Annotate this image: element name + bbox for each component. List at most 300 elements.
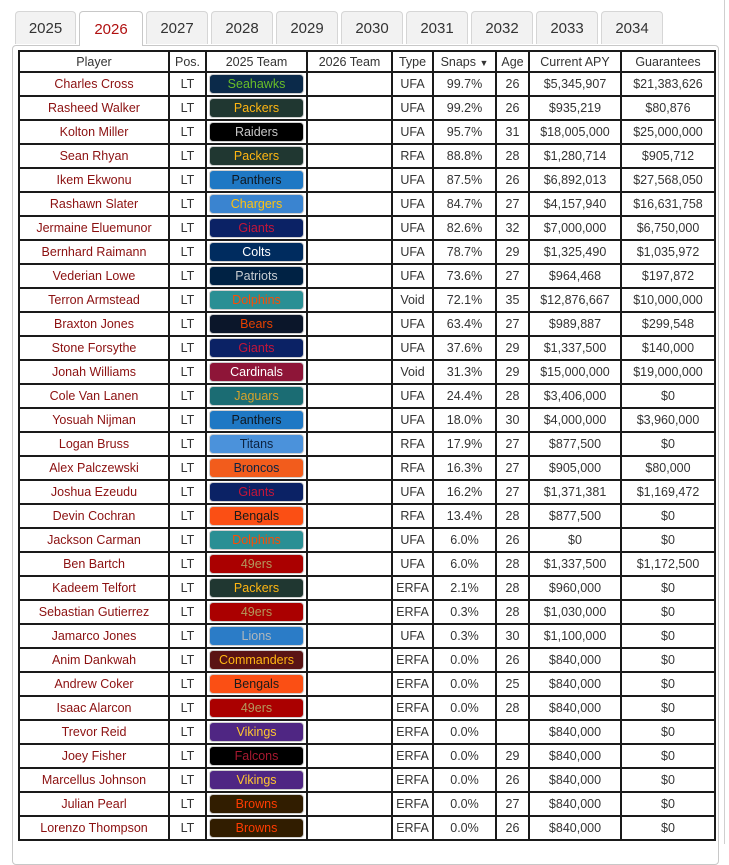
cell-apy: $3,406,000: [529, 384, 621, 408]
cell-guarantees: $0: [621, 648, 715, 672]
cell-team2026: [307, 120, 392, 144]
cell-player[interactable]: Jermaine Eluemunor: [19, 216, 169, 240]
cell-age: 29: [496, 336, 529, 360]
cell-player[interactable]: Rasheed Walker: [19, 96, 169, 120]
cell-team2025: [206, 360, 307, 384]
cell-player[interactable]: Sebastian Gutierrez: [19, 600, 169, 624]
cell-pos: LT: [169, 408, 206, 432]
cell-type: UFA: [392, 120, 433, 144]
tab-2030[interactable]: 2030: [341, 11, 403, 44]
table-row: [19, 528, 715, 552]
table-row: [19, 624, 715, 648]
cell-age: 30: [496, 624, 529, 648]
cell-type: UFA: [392, 192, 433, 216]
cell-guarantees: $0: [621, 696, 715, 720]
cell-snaps: 0.0%: [433, 744, 496, 768]
cell-guarantees: $0: [621, 816, 715, 840]
cell-team2025: [206, 216, 307, 240]
tab-2026[interactable]: 2026: [79, 11, 143, 46]
cell-apy: $840,000: [529, 720, 621, 744]
cell-team2026: [307, 696, 392, 720]
cell-age: 26: [496, 648, 529, 672]
cell-age: 26: [496, 768, 529, 792]
cell-guarantees: $21,383,626: [621, 72, 715, 96]
cell-team2025: [206, 768, 307, 792]
cell-player[interactable]: Joshua Ezeudu: [19, 480, 169, 504]
cell-apy: $4,157,940: [529, 192, 621, 216]
team-badge: Giants: [209, 218, 304, 238]
team-badge: 49ers: [209, 698, 304, 718]
table-row: [19, 336, 715, 360]
cell-apy: $7,000,000: [529, 216, 621, 240]
team-badge: Titans: [209, 434, 304, 454]
cell-age: 27: [496, 192, 529, 216]
cell-pos: LT: [169, 528, 206, 552]
table-row: [19, 792, 715, 816]
cell-pos: LT: [169, 432, 206, 456]
cell-age: 26: [496, 72, 529, 96]
cell-type: UFA: [392, 72, 433, 96]
cell-guarantees: $0: [621, 720, 715, 744]
cell-snaps: 16.3%: [433, 456, 496, 480]
cell-player[interactable]: Stone Forsythe: [19, 336, 169, 360]
cell-team2025: [206, 408, 307, 432]
cell-player[interactable]: Cole Van Lanen: [19, 384, 169, 408]
cell-team2026: [307, 792, 392, 816]
cell-type: UFA: [392, 312, 433, 336]
cell-snaps: 82.6%: [433, 216, 496, 240]
table-row: [19, 744, 715, 768]
cell-team2025: [206, 480, 307, 504]
cell-pos: LT: [169, 816, 206, 840]
table-row: [19, 240, 715, 264]
cell-team2025: [206, 720, 307, 744]
cell-guarantees: $197,872: [621, 264, 715, 288]
cell-team2026: [307, 240, 392, 264]
cell-apy: $5,345,907: [529, 72, 621, 96]
cell-snaps: 6.0%: [433, 528, 496, 552]
cell-team2026: [307, 456, 392, 480]
table-row: [19, 120, 715, 144]
cell-snaps: 88.8%: [433, 144, 496, 168]
cell-apy: $877,500: [529, 432, 621, 456]
col-player-header[interactable]: Player: [19, 51, 169, 72]
table-row: [19, 768, 715, 792]
table-row: [19, 552, 715, 576]
col-type-header[interactable]: Type: [392, 51, 433, 72]
table-row: [19, 576, 715, 600]
team-badge: Browns: [209, 818, 304, 838]
cell-type: ERFA: [392, 816, 433, 840]
cell-apy: $989,887: [529, 312, 621, 336]
team-badge: 49ers: [209, 554, 304, 574]
cell-type: UFA: [392, 264, 433, 288]
cell-team2026: [307, 552, 392, 576]
table-row: [19, 672, 715, 696]
cell-snaps: 0.0%: [433, 696, 496, 720]
tab-2027[interactable]: 2027: [146, 11, 208, 44]
cell-player[interactable]: Alex Palczewski: [19, 456, 169, 480]
cell-player[interactable]: Sean Rhyan: [19, 144, 169, 168]
cell-player[interactable]: Julian Pearl: [19, 792, 169, 816]
cell-apy: $18,005,000: [529, 120, 621, 144]
cell-team2025: [206, 192, 307, 216]
cell-team2026: [307, 648, 392, 672]
cell-apy: $12,876,667: [529, 288, 621, 312]
cell-guarantees: $19,000,000: [621, 360, 715, 384]
cell-player[interactable]: Vederian Lowe: [19, 264, 169, 288]
cell-pos: LT: [169, 672, 206, 696]
cell-player[interactable]: Braxton Jones: [19, 312, 169, 336]
cell-apy: $840,000: [529, 672, 621, 696]
cell-type: UFA: [392, 96, 433, 120]
cell-apy: $0: [529, 528, 621, 552]
col-2025-team-header[interactable]: 2025 Team: [206, 51, 307, 72]
cell-guarantees: $1,172,500: [621, 552, 715, 576]
cell-player[interactable]: Isaac Alarcon: [19, 696, 169, 720]
cell-apy: $1,371,381: [529, 480, 621, 504]
cell-snaps: 0.3%: [433, 624, 496, 648]
cell-team2025: [206, 384, 307, 408]
cell-type: ERFA: [392, 720, 433, 744]
cell-age: 28: [496, 600, 529, 624]
cell-apy: $1,325,490: [529, 240, 621, 264]
cell-type: ERFA: [392, 696, 433, 720]
cell-snaps: 2.1%: [433, 576, 496, 600]
cell-age: 31: [496, 120, 529, 144]
cell-pos: LT: [169, 456, 206, 480]
cell-guarantees: $0: [621, 624, 715, 648]
cell-pos: LT: [169, 240, 206, 264]
tab-2033[interactable]: 2033: [536, 11, 598, 44]
cell-snaps: 95.7%: [433, 120, 496, 144]
table-row: [19, 816, 715, 840]
cell-guarantees: $1,169,472: [621, 480, 715, 504]
cell-team2026: [307, 744, 392, 768]
cell-age: 27: [496, 792, 529, 816]
cell-player[interactable]: Kadeem Telfort: [19, 576, 169, 600]
cell-age: 30: [496, 408, 529, 432]
cell-age: 27: [496, 312, 529, 336]
cell-team2025: [206, 816, 307, 840]
cell-snaps: 0.3%: [433, 600, 496, 624]
cell-apy: $840,000: [529, 696, 621, 720]
cell-snaps: 17.9%: [433, 432, 496, 456]
cell-age: 27: [496, 432, 529, 456]
tab-2032[interactable]: 2032: [471, 11, 533, 44]
cell-player[interactable]: Kolton Miller: [19, 120, 169, 144]
cell-team2026: [307, 504, 392, 528]
table-row: [19, 96, 715, 120]
cell-pos: LT: [169, 696, 206, 720]
cell-guarantees: $1,035,972: [621, 240, 715, 264]
cell-age: 27: [496, 264, 529, 288]
cell-team2025: [206, 744, 307, 768]
cell-type: RFA: [392, 504, 433, 528]
table-header: [19, 51, 715, 72]
cell-guarantees: $6,750,000: [621, 216, 715, 240]
cell-pos: LT: [169, 216, 206, 240]
cell-snaps: 84.7%: [433, 192, 496, 216]
cell-team2026: [307, 816, 392, 840]
table-row: [19, 72, 715, 96]
cell-player[interactable]: Lorenzo Thompson: [19, 816, 169, 840]
cell-team2026: [307, 576, 392, 600]
team-badge: Dolphins: [209, 530, 304, 550]
team-badge: Cardinals: [209, 362, 304, 382]
team-badge: Giants: [209, 482, 304, 502]
cell-team2026: [307, 288, 392, 312]
cell-player[interactable]: Charles Cross: [19, 72, 169, 96]
cell-player[interactable]: Trevor Reid: [19, 720, 169, 744]
cell-type: UFA: [392, 240, 433, 264]
cell-pos: LT: [169, 312, 206, 336]
cell-snaps: 0.0%: [433, 648, 496, 672]
cell-team2025: [206, 552, 307, 576]
table-row: [19, 720, 715, 744]
col-age-header[interactable]: Age: [496, 51, 529, 72]
team-badge: Seahawks: [209, 74, 304, 94]
caret-down-icon: ▼: [479, 57, 489, 68]
cell-snaps: 0.0%: [433, 792, 496, 816]
cell-guarantees: $905,712: [621, 144, 715, 168]
table-row: [19, 312, 715, 336]
cell-snaps: 13.4%: [433, 504, 496, 528]
col-2026-team-header[interactable]: 2026 Team: [307, 51, 392, 72]
cell-team2026: [307, 216, 392, 240]
cell-player[interactable]: Devin Cochran: [19, 504, 169, 528]
team-badge: Falcons: [209, 746, 304, 766]
cell-type: ERFA: [392, 600, 433, 624]
table-row: [19, 264, 715, 288]
cell-pos: LT: [169, 120, 206, 144]
cell-snaps: 73.6%: [433, 264, 496, 288]
cell-apy: $840,000: [529, 816, 621, 840]
team-badge: Raiders: [209, 122, 304, 142]
cell-type: UFA: [392, 552, 433, 576]
cell-pos: LT: [169, 480, 206, 504]
table-row: [19, 216, 715, 240]
cell-team2026: [307, 408, 392, 432]
cell-snaps: 16.2%: [433, 480, 496, 504]
cell-guarantees: $299,548: [621, 312, 715, 336]
cell-team2026: [307, 264, 392, 288]
tab-2028[interactable]: 2028: [211, 11, 273, 44]
cell-team2026: [307, 432, 392, 456]
cell-team2025: [206, 624, 307, 648]
table-row: [19, 600, 715, 624]
table-row: [19, 384, 715, 408]
cell-player[interactable]: Terron Armstead: [19, 288, 169, 312]
cell-team2026: [307, 192, 392, 216]
cell-team2025: [206, 312, 307, 336]
cell-guarantees: $80,000: [621, 456, 715, 480]
team-badge: Bears: [209, 314, 304, 334]
cell-pos: LT: [169, 744, 206, 768]
cell-age: 26: [496, 168, 529, 192]
cell-snaps: 0.0%: [433, 720, 496, 744]
cell-apy: $1,030,000: [529, 600, 621, 624]
cell-team2026: [307, 528, 392, 552]
cell-player[interactable]: Bernhard Raimann: [19, 240, 169, 264]
cell-team2026: [307, 624, 392, 648]
cell-pos: LT: [169, 96, 206, 120]
cell-pos: LT: [169, 144, 206, 168]
cell-type: ERFA: [392, 744, 433, 768]
cell-snaps: 6.0%: [433, 552, 496, 576]
cell-team2025: [206, 336, 307, 360]
team-badge: Bengals: [209, 506, 304, 526]
team-badge: Browns: [209, 794, 304, 814]
tab-2031[interactable]: 2031: [406, 11, 468, 44]
cell-player[interactable]: Ikem Ekwonu: [19, 168, 169, 192]
free-agents-table: [18, 50, 716, 841]
cell-player[interactable]: Marcellus Johnson: [19, 768, 169, 792]
col-guarantees-header[interactable]: Guarantees: [621, 51, 715, 72]
cell-apy: $1,280,714: [529, 144, 621, 168]
cell-team2025: [206, 168, 307, 192]
cell-guarantees: $0: [621, 528, 715, 552]
cell-team2025: [206, 72, 307, 96]
cell-guarantees: $10,000,000: [621, 288, 715, 312]
cell-apy: $1,337,500: [529, 336, 621, 360]
cell-type: RFA: [392, 432, 433, 456]
cell-player[interactable]: Yosuah Nijman: [19, 408, 169, 432]
col-snaps-header[interactable]: [433, 51, 496, 72]
cell-pos: LT: [169, 168, 206, 192]
table-row: [19, 408, 715, 432]
cell-snaps: 0.0%: [433, 816, 496, 840]
cell-guarantees: $0: [621, 792, 715, 816]
team-badge: Packers: [209, 146, 304, 166]
cell-type: RFA: [392, 456, 433, 480]
cell-age: 28: [496, 552, 529, 576]
snaps-header-label: Snaps: [440, 54, 477, 69]
cell-player[interactable]: Logan Bruss: [19, 432, 169, 456]
table-row: [19, 144, 715, 168]
cell-team2026: [307, 720, 392, 744]
header-row: [19, 51, 715, 72]
cell-type: UFA: [392, 336, 433, 360]
cell-age: 28: [496, 504, 529, 528]
cell-age: 29: [496, 360, 529, 384]
cell-team2026: [307, 480, 392, 504]
cell-age: 28: [496, 384, 529, 408]
cell-pos: LT: [169, 504, 206, 528]
team-badge: Lions: [209, 626, 304, 646]
cell-pos: LT: [169, 384, 206, 408]
cell-guarantees: $140,000: [621, 336, 715, 360]
table-row: [19, 288, 715, 312]
table-row: [19, 192, 715, 216]
tab-2029[interactable]: 2029: [276, 11, 338, 44]
cell-snaps: 24.4%: [433, 384, 496, 408]
cell-player[interactable]: Joey Fisher: [19, 744, 169, 768]
cell-apy: $935,219: [529, 96, 621, 120]
cell-snaps: 87.5%: [433, 168, 496, 192]
tab-2034[interactable]: 2034: [601, 11, 663, 44]
cell-team2025: [206, 432, 307, 456]
cell-team2025: [206, 576, 307, 600]
cell-apy: $15,000,000: [529, 360, 621, 384]
tab-2025[interactable]: 2025: [15, 11, 76, 44]
cell-guarantees: $0: [621, 432, 715, 456]
team-badge: Bengals: [209, 674, 304, 694]
cell-player[interactable]: Jonah Williams: [19, 360, 169, 384]
cell-age: 29: [496, 744, 529, 768]
cell-player[interactable]: Jamarco Jones: [19, 624, 169, 648]
cell-snaps: 78.7%: [433, 240, 496, 264]
cell-team2025: [206, 144, 307, 168]
team-badge: Colts: [209, 242, 304, 262]
cell-snaps: 18.0%: [433, 408, 496, 432]
cell-team2026: [307, 360, 392, 384]
cell-type: ERFA: [392, 576, 433, 600]
cell-team2025: [206, 600, 307, 624]
cell-age: 26: [496, 96, 529, 120]
team-badge: Panthers: [209, 170, 304, 190]
cell-type: UFA: [392, 624, 433, 648]
col-apy-header[interactable]: Current APY: [529, 51, 621, 72]
cell-team2025: [206, 792, 307, 816]
cell-apy: $964,468: [529, 264, 621, 288]
cell-type: Void: [392, 288, 433, 312]
cell-snaps: 99.2%: [433, 96, 496, 120]
cell-age: 26: [496, 816, 529, 840]
cell-team2026: [307, 768, 392, 792]
cell-pos: LT: [169, 648, 206, 672]
cell-pos: LT: [169, 624, 206, 648]
cell-age: 27: [496, 480, 529, 504]
table-row: [19, 696, 715, 720]
table-row: [19, 168, 715, 192]
team-badge: 49ers: [209, 602, 304, 622]
cell-player[interactable]: Rashawn Slater: [19, 192, 169, 216]
cell-snaps: 63.4%: [433, 312, 496, 336]
cell-type: UFA: [392, 480, 433, 504]
cell-player[interactable]: Ben Bartch: [19, 552, 169, 576]
cell-guarantees: $0: [621, 600, 715, 624]
cell-team2026: [307, 672, 392, 696]
cell-team2026: [307, 336, 392, 360]
cell-player[interactable]: Jackson Carman: [19, 528, 169, 552]
team-badge: Packers: [209, 578, 304, 598]
cell-team2025: [206, 264, 307, 288]
cell-team2025: [206, 504, 307, 528]
cell-pos: LT: [169, 360, 206, 384]
table-row: [19, 504, 715, 528]
cell-player[interactable]: Anim Dankwah: [19, 648, 169, 672]
cell-guarantees: $0: [621, 504, 715, 528]
cell-team2026: [307, 168, 392, 192]
col-pos-header[interactable]: Pos.: [169, 51, 206, 72]
cell-player[interactable]: Andrew Coker: [19, 672, 169, 696]
cell-type: UFA: [392, 528, 433, 552]
team-badge: Vikings: [209, 722, 304, 742]
cell-guarantees: $16,631,758: [621, 192, 715, 216]
cell-team2026: [307, 312, 392, 336]
cell-team2025: [206, 456, 307, 480]
cell-age: 35: [496, 288, 529, 312]
cell-team2025: [206, 696, 307, 720]
cell-pos: LT: [169, 72, 206, 96]
cell-age: 25: [496, 672, 529, 696]
cell-pos: LT: [169, 264, 206, 288]
cell-snaps: 99.7%: [433, 72, 496, 96]
table-row: [19, 480, 715, 504]
cell-pos: LT: [169, 720, 206, 744]
cell-age: 28: [496, 144, 529, 168]
